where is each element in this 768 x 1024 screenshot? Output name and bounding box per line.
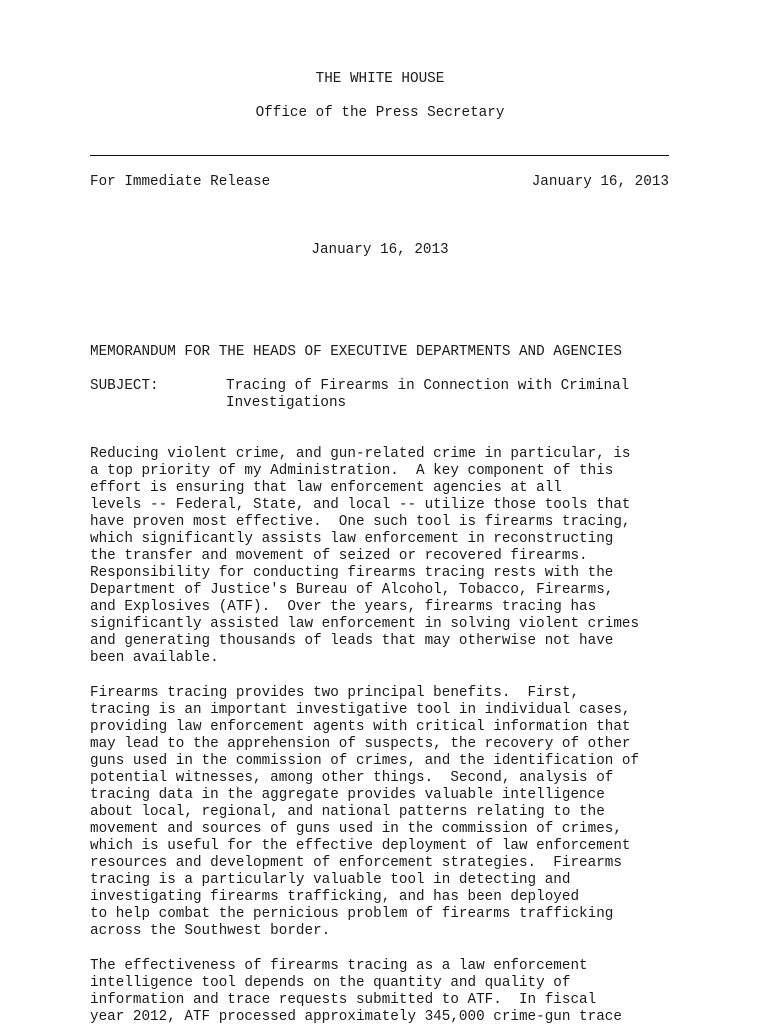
- text-line: providing law enforcement agents with critical information that: [90, 719, 631, 735]
- paragraph-1: [90, 446, 680, 667]
- text-line: Department of Justice's Bureau of Alcohol, Tobacco, Firearms,: [90, 582, 614, 598]
- text-line: which significantly assists law enforcement in reconstructing: [90, 531, 614, 547]
- date-line: January 16, 2013: [311, 242, 449, 258]
- text-line: year 2012, ATF processed approximately 345,000 crime-gun trace: [90, 1009, 622, 1024]
- text-line: across the Southwest border.: [90, 923, 331, 939]
- text-line: may lead to the apprehension of suspects, the recovery of other: [90, 736, 631, 752]
- text-line: potential witnesses, among other things. Second, analysis of: [90, 770, 614, 786]
- paragraph-3: [90, 958, 680, 1024]
- text-line: resources and development of enforcement strategies. Firearms: [90, 855, 622, 871]
- text-line: significantly assisted law enforcement in solving violent crimes: [90, 616, 640, 632]
- text-line: Firearms tracing provides two principal benefits. First,: [90, 685, 580, 701]
- text-line: about local, regional, and national patterns relating to the: [90, 804, 605, 820]
- paragraph-2: [90, 685, 680, 940]
- text-line: and Explosives (ATF). Over the years, firearms tracing has: [90, 599, 597, 615]
- header-divider: [90, 155, 669, 156]
- subject-line-1: Tracing of Firearms in Connection with Criminal: [226, 378, 630, 394]
- text-line: Reducing violent crime, and gun-related crime in particular, is: [90, 446, 631, 462]
- text-line: intelligence tool depends on the quantity and quality of: [90, 975, 571, 991]
- text-line: investigating firearms trafficking, and has been deployed: [90, 889, 580, 905]
- text-line: tracing is an important investigative tool in individual cases,: [90, 702, 631, 718]
- subject-line-2: Investigations: [226, 395, 347, 411]
- text-line: have proven most effective. One such tool is firearms tracing,: [90, 514, 631, 530]
- text-line: movement and sources of guns used in the commission of crimes,: [90, 821, 622, 837]
- office-heading: Office of the Press Secretary: [255, 105, 505, 121]
- text-line: guns used in the commission of crimes, and the identification of: [90, 753, 640, 769]
- text-line: The effectiveness of firearms tracing as a law enforcement: [90, 958, 588, 974]
- text-line: tracing is a particularly valuable tool in detecting and: [90, 872, 571, 888]
- text-line: been available.: [90, 650, 219, 666]
- memo-to: MEMORANDUM FOR THE HEADS OF EXECUTIVE DEPARTMENTS AND AGENCIES: [90, 344, 622, 360]
- org-heading: THE WHITE HOUSE: [315, 71, 445, 87]
- text-line: and generating thousands of leads that may otherwise not have: [90, 633, 614, 649]
- release-date: January 16, 2013: [531, 174, 669, 190]
- release-label: For Immediate Release: [90, 174, 271, 190]
- text-line: tracing data in the aggregate provides valuable intelligence: [90, 787, 605, 803]
- text-line: to help combat the pernicious problem of firearms trafficking: [90, 906, 614, 922]
- text-line: levels -- Federal, State, and local -- utilize those tools that: [90, 497, 631, 513]
- text-line: which is useful for the effective deployment of law enforcement: [90, 838, 631, 854]
- text-line: effort is ensuring that law enforcement agencies at all: [90, 480, 562, 496]
- text-line: Responsibility for conducting firearms tracing rests with the: [90, 565, 614, 581]
- subject-label: SUBJECT:: [90, 378, 159, 394]
- text-line: the transfer and movement of seized or recovered firearms.: [90, 548, 588, 564]
- text-line: information and trace requests submitted to ATF. In fiscal: [90, 992, 597, 1008]
- text-line: a top priority of my Administration. A key component of this: [90, 463, 614, 479]
